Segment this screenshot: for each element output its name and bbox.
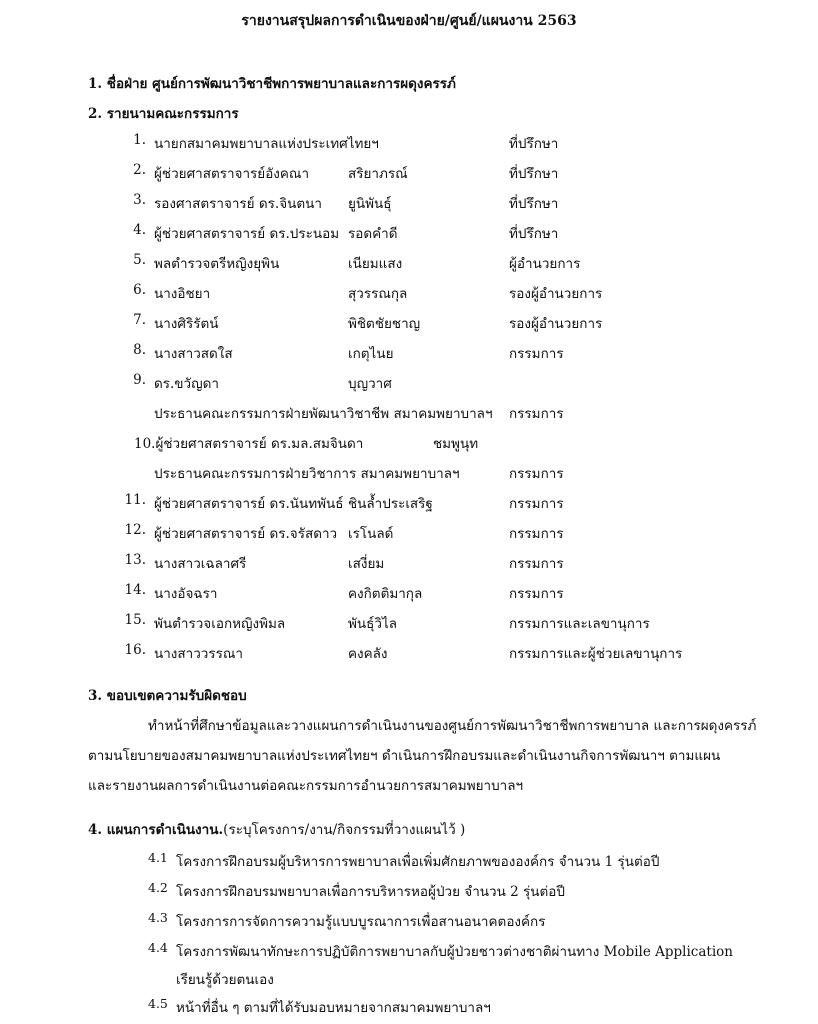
responsibility-line: และรายงานผลการดำเนินงานต่อคณะกรรมการอำนวยการสมาคมพยาบาลฯ [88, 778, 524, 794]
member-surname: ยูนิพันธุ์ [348, 196, 392, 212]
member-number: 1. [133, 132, 146, 148]
member-name: รองศาสตราจารย์ ดร.จินตนา [154, 196, 322, 212]
member-role: ที่ปรึกษา [509, 196, 559, 212]
member-number: 15. [124, 612, 146, 628]
plan-item-number: 4.3 [148, 910, 168, 925]
member-surname: รอดคำดี [348, 226, 398, 242]
member-surname: สริยาภรณ์ [348, 166, 408, 182]
member-surname: ชมพูนุท [433, 436, 479, 452]
member-surname: เกตุไนย [348, 346, 394, 362]
member-position-text: ประธานคณะกรรมการฝ่ายวิชาการ สมาคมพยาบาลฯ [154, 466, 460, 482]
section-3-heading: 3. ขอบเขตความรับผิดชอบ [88, 688, 247, 704]
member-number: 7. [133, 312, 146, 328]
plan-item-text: หน้าที่อื่น ๆ ตามที่ได้รับมอบหมายจากสมาคมพยาบาลฯ [176, 1000, 491, 1016]
member-surname: คงกิตติมากุล [348, 586, 423, 602]
member-role: กรรมการ [509, 406, 564, 422]
member-name: ผู้ช่วยศาสตราจารย์ ดร.จรัสดาว [154, 526, 338, 542]
member-number: 13. [124, 552, 146, 568]
member-name: นางสาวเฉลาศรี [154, 556, 247, 572]
member-name: ผู้ช่วยศาสตราจารย์ ดร.นันทพันธ์ [154, 496, 344, 512]
responsibility-line: ตามนโยบายของสมาคมพยาบาลแห่งประเทศไทยฯ ดำเนินการฝึกอบรมและดำเนินงานกิจการพัฒนาฯ ตามแผน [88, 748, 721, 764]
responsibility-line: ทำหน้าที่ศึกษาข้อมูลและวางแผนการดำเนินงานของศูนย์การพัฒนาวิชาชีพการพยาบาล และการผดุงครรภ์ [148, 718, 757, 734]
member-role: กรรมการและเลขานุการ [509, 616, 650, 632]
plan-item-number: 4.5 [148, 996, 168, 1011]
plan-item-number: 4.1 [148, 850, 168, 865]
member-surname: คงคลัง [348, 646, 388, 662]
member-surname: บุญวาศ [348, 376, 392, 392]
member-number: 5. [133, 252, 146, 268]
member-role: กรรมการ [509, 526, 564, 542]
member-name: นายกสมาคมพยาบาลแห่งประเทศไทยฯ [154, 136, 379, 152]
member-surname: พิชิตชัยชาญ [348, 316, 421, 332]
member-name: พันตำรวจเอกหญิงพิมล [154, 616, 286, 632]
member-surname: เรโนลด์ [348, 526, 394, 542]
member-number: 12. [124, 522, 146, 538]
member-surname: พันธุ์วิไล [348, 616, 398, 632]
member-role: กรรมการ [509, 586, 564, 602]
member-name: นางศิริรัตน์ [154, 316, 219, 332]
member-role: ที่ปรึกษา [509, 166, 559, 182]
report-title: รายงานสรุปผลการดำเนินของฝ่าย/ศูนย์/แผนงาน 2563 [241, 13, 577, 29]
member-name: นางสาววรรณา [154, 646, 243, 662]
member-name: นางอัจฉรา [154, 586, 218, 602]
plan-item-text: โครงการฝึกอบรมผู้บริหารการพยาบาลเพื่อเพิ่มศักยภาพขององค์กร จำนวน 1 รุ่นต่อปี [176, 854, 660, 870]
member-number: 6. [133, 282, 146, 298]
section-4-heading-note: (ระบุโครงการ/งาน/กิจกรรมที่วางแผนไว้ ) [223, 822, 466, 838]
member-role: ที่ปรึกษา [509, 136, 559, 152]
member-name: นางสาวสดใส [154, 346, 233, 362]
member-role: ที่ปรึกษา [509, 226, 559, 242]
section-4-heading [88, 818, 465, 840]
member-number: 8. [133, 342, 146, 358]
member-role: รองผู้อำนวยการ [509, 286, 603, 302]
member-surname: เนียมแสง [348, 256, 403, 272]
member-number: 11. [124, 492, 146, 508]
member-name: ผู้ช่วยศาสตราจารย์อังคณา [154, 166, 310, 182]
member-role: กรรมการ [509, 466, 564, 482]
member-surname: เสงี่ยม [348, 556, 385, 572]
member-name: ดร.ขวัญดา [154, 376, 219, 392]
member-position-text: ประธานคณะกรรมการฝ่ายพัฒนาวิชาชีพ สมาคมพยาบาลฯ [154, 406, 493, 422]
section-2-heading: 2. รายนามคณะกรรมการ [88, 106, 239, 122]
section-1-heading: 1. ชื่อฝ่าย ศูนย์การพัฒนาวิชาชีพการพยาบาลและการผดุงครรภ์ [88, 76, 456, 92]
member-role: รองผู้อำนวยการ [509, 316, 603, 332]
plan-item-text: โครงการการจัดการความรู้แบบบูรณาการเพื่อสานอนาคตองค์กร [176, 914, 546, 930]
member-surname: ชินล้ำประเสริฐ [348, 496, 433, 512]
member-number: 14. [124, 582, 146, 598]
member-number: 9. [133, 372, 146, 388]
plan-item-text: โครงการฝึกอบรมพยาบาลเพื่อการบริหารหอผู้ป่วย จำนวน 2 รุ่นต่อปี [176, 884, 565, 900]
section-4-heading-label: 4. แผนการดำเนินงาน. [88, 822, 224, 838]
member-surname: สุวรรณกุล [348, 286, 408, 302]
plan-item-number: 4.2 [148, 880, 168, 895]
member-name: 10.ผู้ช่วยศาสตราจารย์ ดร.มล.สมจินดา [134, 436, 364, 452]
member-number: 2. [133, 162, 146, 178]
member-role: กรรมการ [509, 556, 564, 572]
member-name: พลตำรวจตรีหญิงยุพิน [154, 256, 280, 272]
member-name: นางอิชยา [154, 286, 211, 302]
plan-item-text: เรียนรู้ด้วยตนเอง [176, 972, 274, 988]
member-number: 4. [133, 222, 146, 238]
plan-item-number: 4.4 [148, 940, 168, 955]
member-role: กรรมการ [509, 496, 564, 512]
member-number: 3. [133, 192, 146, 208]
member-role: ผู้อำนวยการ [509, 256, 581, 272]
member-role: กรรมการและผู้ช่วยเลขานุการ [509, 646, 683, 662]
member-number: 16. [124, 642, 146, 658]
member-role: กรรมการ [509, 346, 564, 362]
plan-item-text: โครงการพัฒนาทักษะการปฏิบัติการพยาบาลกับผู้ป่วยชาวต่างชาติผ่านทาง Mobile Application [176, 944, 733, 960]
member-name: ผู้ช่วยศาสตราจารย์ ดร.ประนอม [154, 226, 340, 242]
